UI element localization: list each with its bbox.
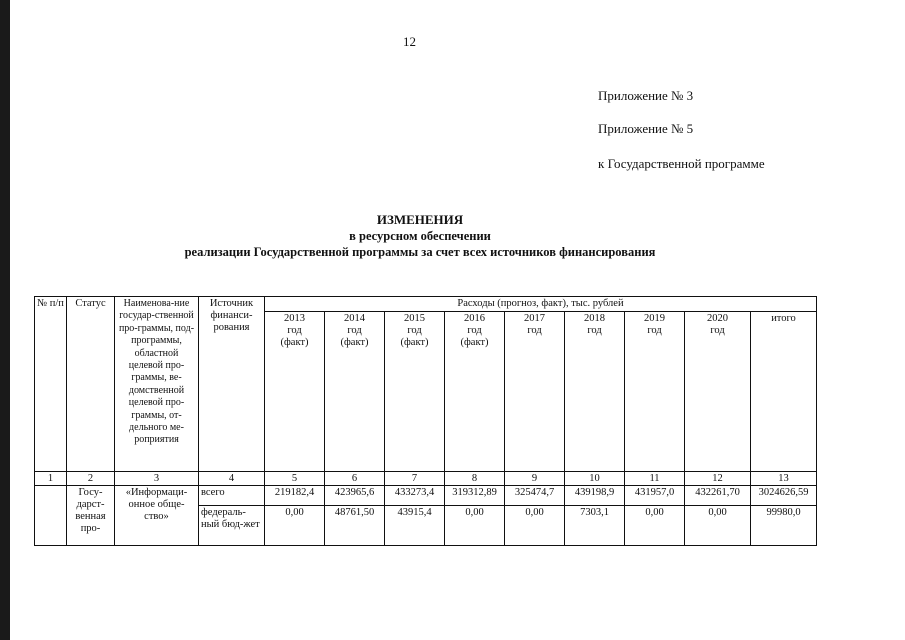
value-cell: 433273,4 [385, 486, 445, 506]
row-name: «Информаци-онное обще-ство» [115, 486, 199, 546]
header-year-2018: 2018 год [565, 312, 625, 472]
financing-table [34, 296, 817, 546]
value-cell: 432261,70 [685, 486, 751, 506]
document-title: ИЗМЕНЕНИЯ [376, 212, 464, 227]
column-number: 5 [265, 472, 325, 486]
header-name: Наименова-ние государ-ственной про-граммы, под-программы, областной целевой про-граммы, ве-домственной целевой про-граммы, от-дельного ме-роприятия [115, 297, 199, 472]
document-subtitle-2: реализации Государственной программы за счет всех источников финансирования [184, 245, 656, 259]
value-cell: 99980,0 [751, 506, 817, 546]
value-cell: 3024626,59 [751, 486, 817, 506]
scan-left-edge [0, 0, 10, 640]
header-status: Статус [67, 297, 115, 472]
header-year-2013: 2013 год (факт) [265, 312, 325, 472]
value-cell: 219182,4 [265, 486, 325, 506]
header-year-2019: 2019 год [625, 312, 685, 472]
value-cell: 439198,9 [565, 486, 625, 506]
value-cell: 431957,0 [625, 486, 685, 506]
page-number: 12 [403, 34, 416, 49]
appendix-line-2: Приложение № 5 [598, 121, 694, 136]
header-expenses: Расходы (прогноз, факт), тыс. рублей [265, 297, 817, 312]
value-cell: 0,00 [625, 506, 685, 546]
value-cell: 0,00 [265, 506, 325, 546]
header-year-2020: 2020 год [685, 312, 751, 472]
column-number-row [35, 472, 817, 486]
value-cell: 7303,1 [565, 506, 625, 546]
row-num-cell [35, 486, 67, 546]
source-label: всего [199, 486, 265, 506]
column-number: 10 [565, 472, 625, 486]
value-cell: 43915,4 [385, 506, 445, 546]
column-number: 9 [505, 472, 565, 486]
header-total: итого [751, 312, 817, 472]
column-number: 11 [625, 472, 685, 486]
value-cell: 319312,89 [445, 486, 505, 506]
header-source: Источник финанси-рования [199, 297, 265, 472]
value-cell: 0,00 [685, 506, 751, 546]
value-cell: 0,00 [445, 506, 505, 546]
column-number: 13 [751, 472, 817, 486]
column-number: 4 [199, 472, 265, 486]
header-num: № п/п [35, 297, 67, 472]
value-cell: 423965,6 [325, 486, 385, 506]
appendix-line-1: Приложение № 3 [598, 88, 694, 103]
column-number: 6 [325, 472, 385, 486]
document-subtitle-1: в ресурсном обеспечении [349, 229, 491, 243]
source-label: федераль-ный бюд-жет [199, 506, 265, 546]
header-year-2016: 2016 год (факт) [445, 312, 505, 472]
column-number: 1 [35, 472, 67, 486]
header-year-2015: 2015 год (факт) [385, 312, 445, 472]
table-row-total [35, 486, 817, 506]
column-number: 12 [685, 472, 751, 486]
header-row-1 [35, 297, 817, 312]
column-number: 8 [445, 472, 505, 486]
appendix-line-3: к Государственной программе [598, 156, 765, 171]
column-number: 7 [385, 472, 445, 486]
value-cell: 325474,7 [505, 486, 565, 506]
row-status: Госу-дарст-венная про- [67, 486, 115, 546]
header-year-2017: 2017 год [505, 312, 565, 472]
header-year-2014: 2014 год (факт) [325, 312, 385, 472]
value-cell: 0,00 [505, 506, 565, 546]
column-number: 2 [67, 472, 115, 486]
value-cell: 48761,50 [325, 506, 385, 546]
column-number: 3 [115, 472, 199, 486]
